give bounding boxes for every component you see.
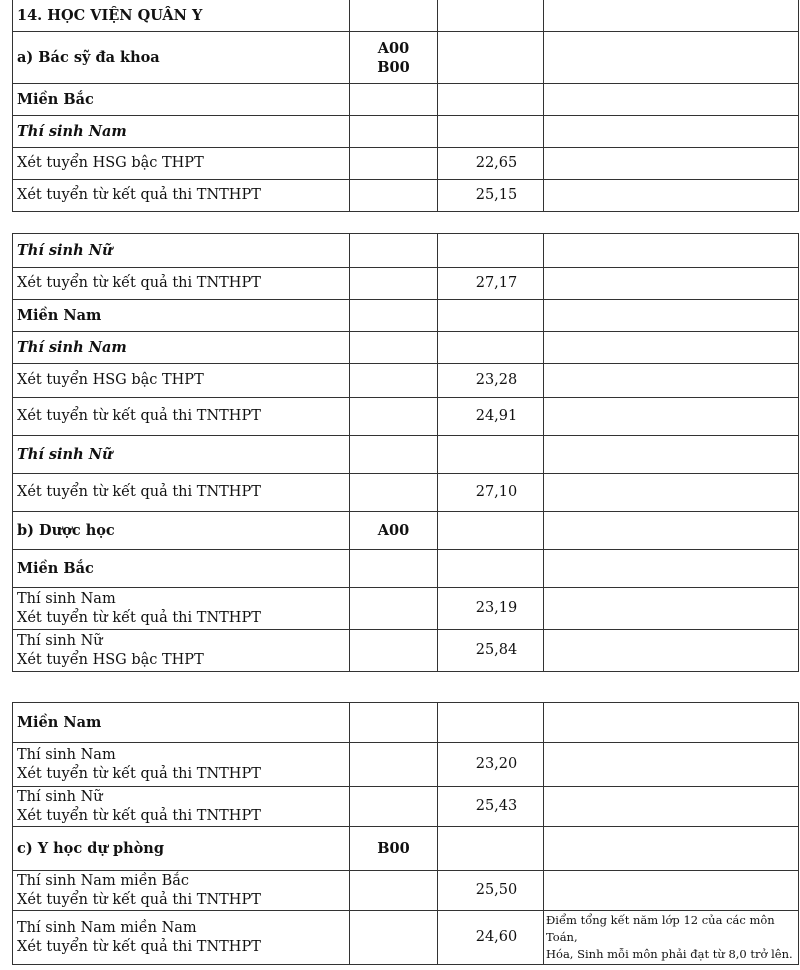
row-note (544, 630, 799, 672)
table-row (13, 398, 799, 436)
row-note (544, 474, 799, 512)
row-note (544, 364, 799, 398)
admission-score (438, 84, 544, 116)
row-label: 14. HỌC VIỆN QUÂN Y (13, 0, 350, 32)
row-label: Miền Nam (13, 703, 350, 743)
subject-code (350, 911, 438, 965)
subject-code (350, 148, 438, 180)
subject-code (350, 398, 438, 436)
admission-score: 23,20 (438, 743, 544, 787)
row-label: Xét tuyển từ kết quả thi TNTHPT (13, 268, 350, 300)
row-note (544, 827, 799, 871)
row-label: Thí sinh Nam Xét tuyển từ kết quả thi TNTHPT (13, 743, 350, 787)
table-row (13, 787, 799, 827)
row-note (544, 116, 799, 148)
table-row (13, 588, 799, 630)
admission-score: 25,84 (438, 630, 544, 672)
admission-score (438, 32, 544, 84)
subject-code (350, 743, 438, 787)
subject-code (350, 871, 438, 911)
table-row (13, 148, 799, 180)
row-label: Thí sinh Nữ Xét tuyển từ kết quả thi TNTHPT (13, 787, 350, 827)
row-label: Miền Bắc (13, 84, 350, 116)
row-label: Thí sinh Nữ (13, 436, 350, 474)
admission-table-segment-2 (12, 233, 799, 672)
subject-code (350, 630, 438, 672)
row-note: Điểm tổng kết năm lớp 12 của các môn Toán, Hóa, Sinh mỗi môn phải đạt từ 8,0 trở lên. (544, 911, 799, 965)
row-note (544, 0, 799, 32)
row-note (544, 332, 799, 364)
admission-score: 25,15 (438, 180, 544, 212)
subject-code (350, 588, 438, 630)
admission-score: 27,17 (438, 268, 544, 300)
row-label: Thí sinh Nữ (13, 234, 350, 268)
subject-code (350, 787, 438, 827)
admission-score: 25,50 (438, 871, 544, 911)
table-row (13, 300, 799, 332)
row-note (544, 871, 799, 911)
admission-score (438, 234, 544, 268)
row-label: Thí sinh Nam (13, 332, 350, 364)
admission-score (438, 436, 544, 474)
row-label: Thí sinh Nữ Xét tuyển HSG bậc THPT (13, 630, 350, 672)
row-label: Thí sinh Nam miền Nam Xét tuyển từ kết quả thi TNTHPT (13, 911, 350, 965)
subject-code (350, 436, 438, 474)
row-label: Miền Nam (13, 300, 350, 332)
row-note (544, 268, 799, 300)
row-label: Miền Bắc (13, 550, 350, 588)
admission-score (438, 827, 544, 871)
admission-score: 25,43 (438, 787, 544, 827)
table-row (13, 234, 799, 268)
row-note (544, 703, 799, 743)
table-row (13, 703, 799, 743)
row-note (544, 398, 799, 436)
subject-code (350, 300, 438, 332)
subject-code (350, 116, 438, 148)
subject-code (350, 364, 438, 398)
admission-table-segment-1 (12, 0, 799, 212)
row-label: a) Bác sỹ đa khoa (13, 32, 350, 84)
row-note (544, 787, 799, 827)
admission-score (438, 550, 544, 588)
admission-score (438, 0, 544, 32)
table-row (13, 332, 799, 364)
row-note (544, 512, 799, 550)
admission-score: 23,19 (438, 588, 544, 630)
subject-code (350, 268, 438, 300)
row-note (544, 300, 799, 332)
subject-code (350, 180, 438, 212)
subject-code: A00 (350, 512, 438, 550)
table-row (13, 512, 799, 550)
subject-code (350, 474, 438, 512)
row-note (544, 32, 799, 84)
row-label: Xét tuyển HSG bậc THPT (13, 364, 350, 398)
row-note (544, 84, 799, 116)
subject-code (350, 84, 438, 116)
table-row (13, 0, 799, 32)
table-row (13, 436, 799, 474)
admission-score: 24,60 (438, 911, 544, 965)
admission-score (438, 332, 544, 364)
subject-code (350, 332, 438, 364)
table-row (13, 827, 799, 871)
row-label: Thí sinh Nam Xét tuyển từ kết quả thi TNTHPT (13, 588, 350, 630)
row-note (544, 234, 799, 268)
row-note (544, 588, 799, 630)
row-label: c) Y học dự phòng (13, 827, 350, 871)
table-row (13, 180, 799, 212)
subject-code: A00 B00 (350, 32, 438, 84)
table-row (13, 116, 799, 148)
admission-score: 23,28 (438, 364, 544, 398)
row-note (544, 180, 799, 212)
table-row (13, 364, 799, 398)
table-row (13, 630, 799, 672)
row-label: Xét tuyển HSG bậc THPT (13, 148, 350, 180)
admission-score (438, 512, 544, 550)
admission-score (438, 116, 544, 148)
subject-code (350, 550, 438, 588)
admission-score: 24,91 (438, 398, 544, 436)
table-row (13, 32, 799, 84)
admission-score (438, 703, 544, 743)
table-row (13, 911, 799, 965)
table-row (13, 871, 799, 911)
admission-score: 27,10 (438, 474, 544, 512)
row-note (544, 550, 799, 588)
row-note (544, 148, 799, 180)
row-note (544, 743, 799, 787)
row-label: Xét tuyển từ kết quả thi TNTHPT (13, 180, 350, 212)
table-row (13, 84, 799, 116)
table-row (13, 743, 799, 787)
admission-score: 22,65 (438, 148, 544, 180)
subject-code (350, 234, 438, 268)
admission-table-segment-3 (12, 702, 799, 965)
admission-score (438, 300, 544, 332)
subject-code (350, 703, 438, 743)
table-row (13, 268, 799, 300)
row-label: Thí sinh Nam (13, 116, 350, 148)
subject-code (350, 0, 438, 32)
row-label: Xét tuyển từ kết quả thi TNTHPT (13, 398, 350, 436)
subject-code: B00 (350, 827, 438, 871)
row-note (544, 436, 799, 474)
row-label: b) Dược học (13, 512, 350, 550)
row-label: Xét tuyển từ kết quả thi TNTHPT (13, 474, 350, 512)
row-label: Thí sinh Nam miền Bắc Xét tuyển từ kết quả thi TNTHPT (13, 871, 350, 911)
table-row (13, 550, 799, 588)
table-row (13, 474, 799, 512)
